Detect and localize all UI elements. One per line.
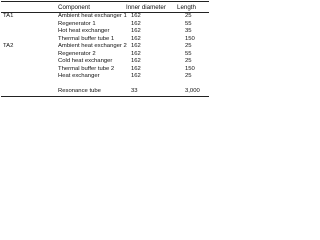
row-diameter-cell: 162 — [131, 65, 141, 72]
row-length-cell: 25 — [185, 73, 192, 79]
table-row — [0, 66, 211, 74]
header-length: Length — [177, 4, 196, 11]
table-row — [0, 58, 211, 66]
row-length-cell: 55 — [185, 20, 192, 27]
row-component-cell: Cold heat exchanger — [58, 58, 113, 64]
row-diameter-cell: 162 — [131, 58, 141, 64]
row-length-cell: 35 — [185, 28, 192, 34]
table-row — [0, 21, 211, 29]
row-diameter-cell: 162 — [131, 28, 141, 34]
row-component-cell: Regenerator 2 — [58, 50, 96, 57]
table-row — [0, 81, 211, 89]
row-component-cell: Resonance tube — [58, 88, 101, 94]
row-component-cell: Hot heat exchanger — [58, 28, 110, 34]
row-component-cell: Ambient heat exchanger 1 — [58, 13, 127, 19]
row-diameter-cell: 162 — [131, 35, 141, 42]
row-diameter-cell: 162 — [131, 20, 141, 27]
row-diameter-cell: 33 — [131, 88, 138, 94]
table-body — [0, 13, 211, 96]
row-diameter-cell: 162 — [131, 50, 141, 57]
table-row — [0, 28, 211, 36]
row-group-cell: TA1 — [3, 13, 14, 19]
bottom-rule — [1, 96, 209, 97]
row-component-cell: Heat exchanger — [58, 73, 100, 79]
table-row — [0, 88, 211, 96]
row-length-cell: 55 — [185, 50, 192, 57]
row-component-cell: Regenerator 1 — [58, 20, 96, 27]
table-row — [0, 13, 211, 21]
row-diameter-cell: 162 — [131, 73, 141, 79]
row-length-cell: 25 — [185, 13, 192, 19]
table-row — [0, 51, 211, 59]
row-diameter-cell: 162 — [131, 13, 141, 19]
table-row — [0, 73, 211, 81]
row-length-cell: 150 — [185, 35, 195, 42]
row-length-cell: 3,000 — [185, 88, 200, 94]
row-component-cell: Ambient heat exchanger 2 — [58, 43, 127, 49]
table-row — [0, 43, 211, 51]
data-table — [0, 0, 211, 99]
row-component-cell: Thermal buffer tube 1 — [58, 35, 115, 42]
row-component-cell: Thermal buffer tube 2 — [58, 65, 115, 72]
top-rule — [1, 1, 209, 2]
row-length-cell: 150 — [185, 65, 195, 72]
row-length-cell: 25 — [185, 43, 192, 49]
row-group-cell: TA2 — [3, 43, 14, 49]
row-diameter-cell: 162 — [131, 43, 141, 49]
table-row — [0, 36, 211, 44]
header-inner-diameter: Inner diameter — [126, 4, 166, 11]
row-length-cell: 25 — [185, 58, 192, 64]
header-component: Component — [58, 4, 90, 11]
